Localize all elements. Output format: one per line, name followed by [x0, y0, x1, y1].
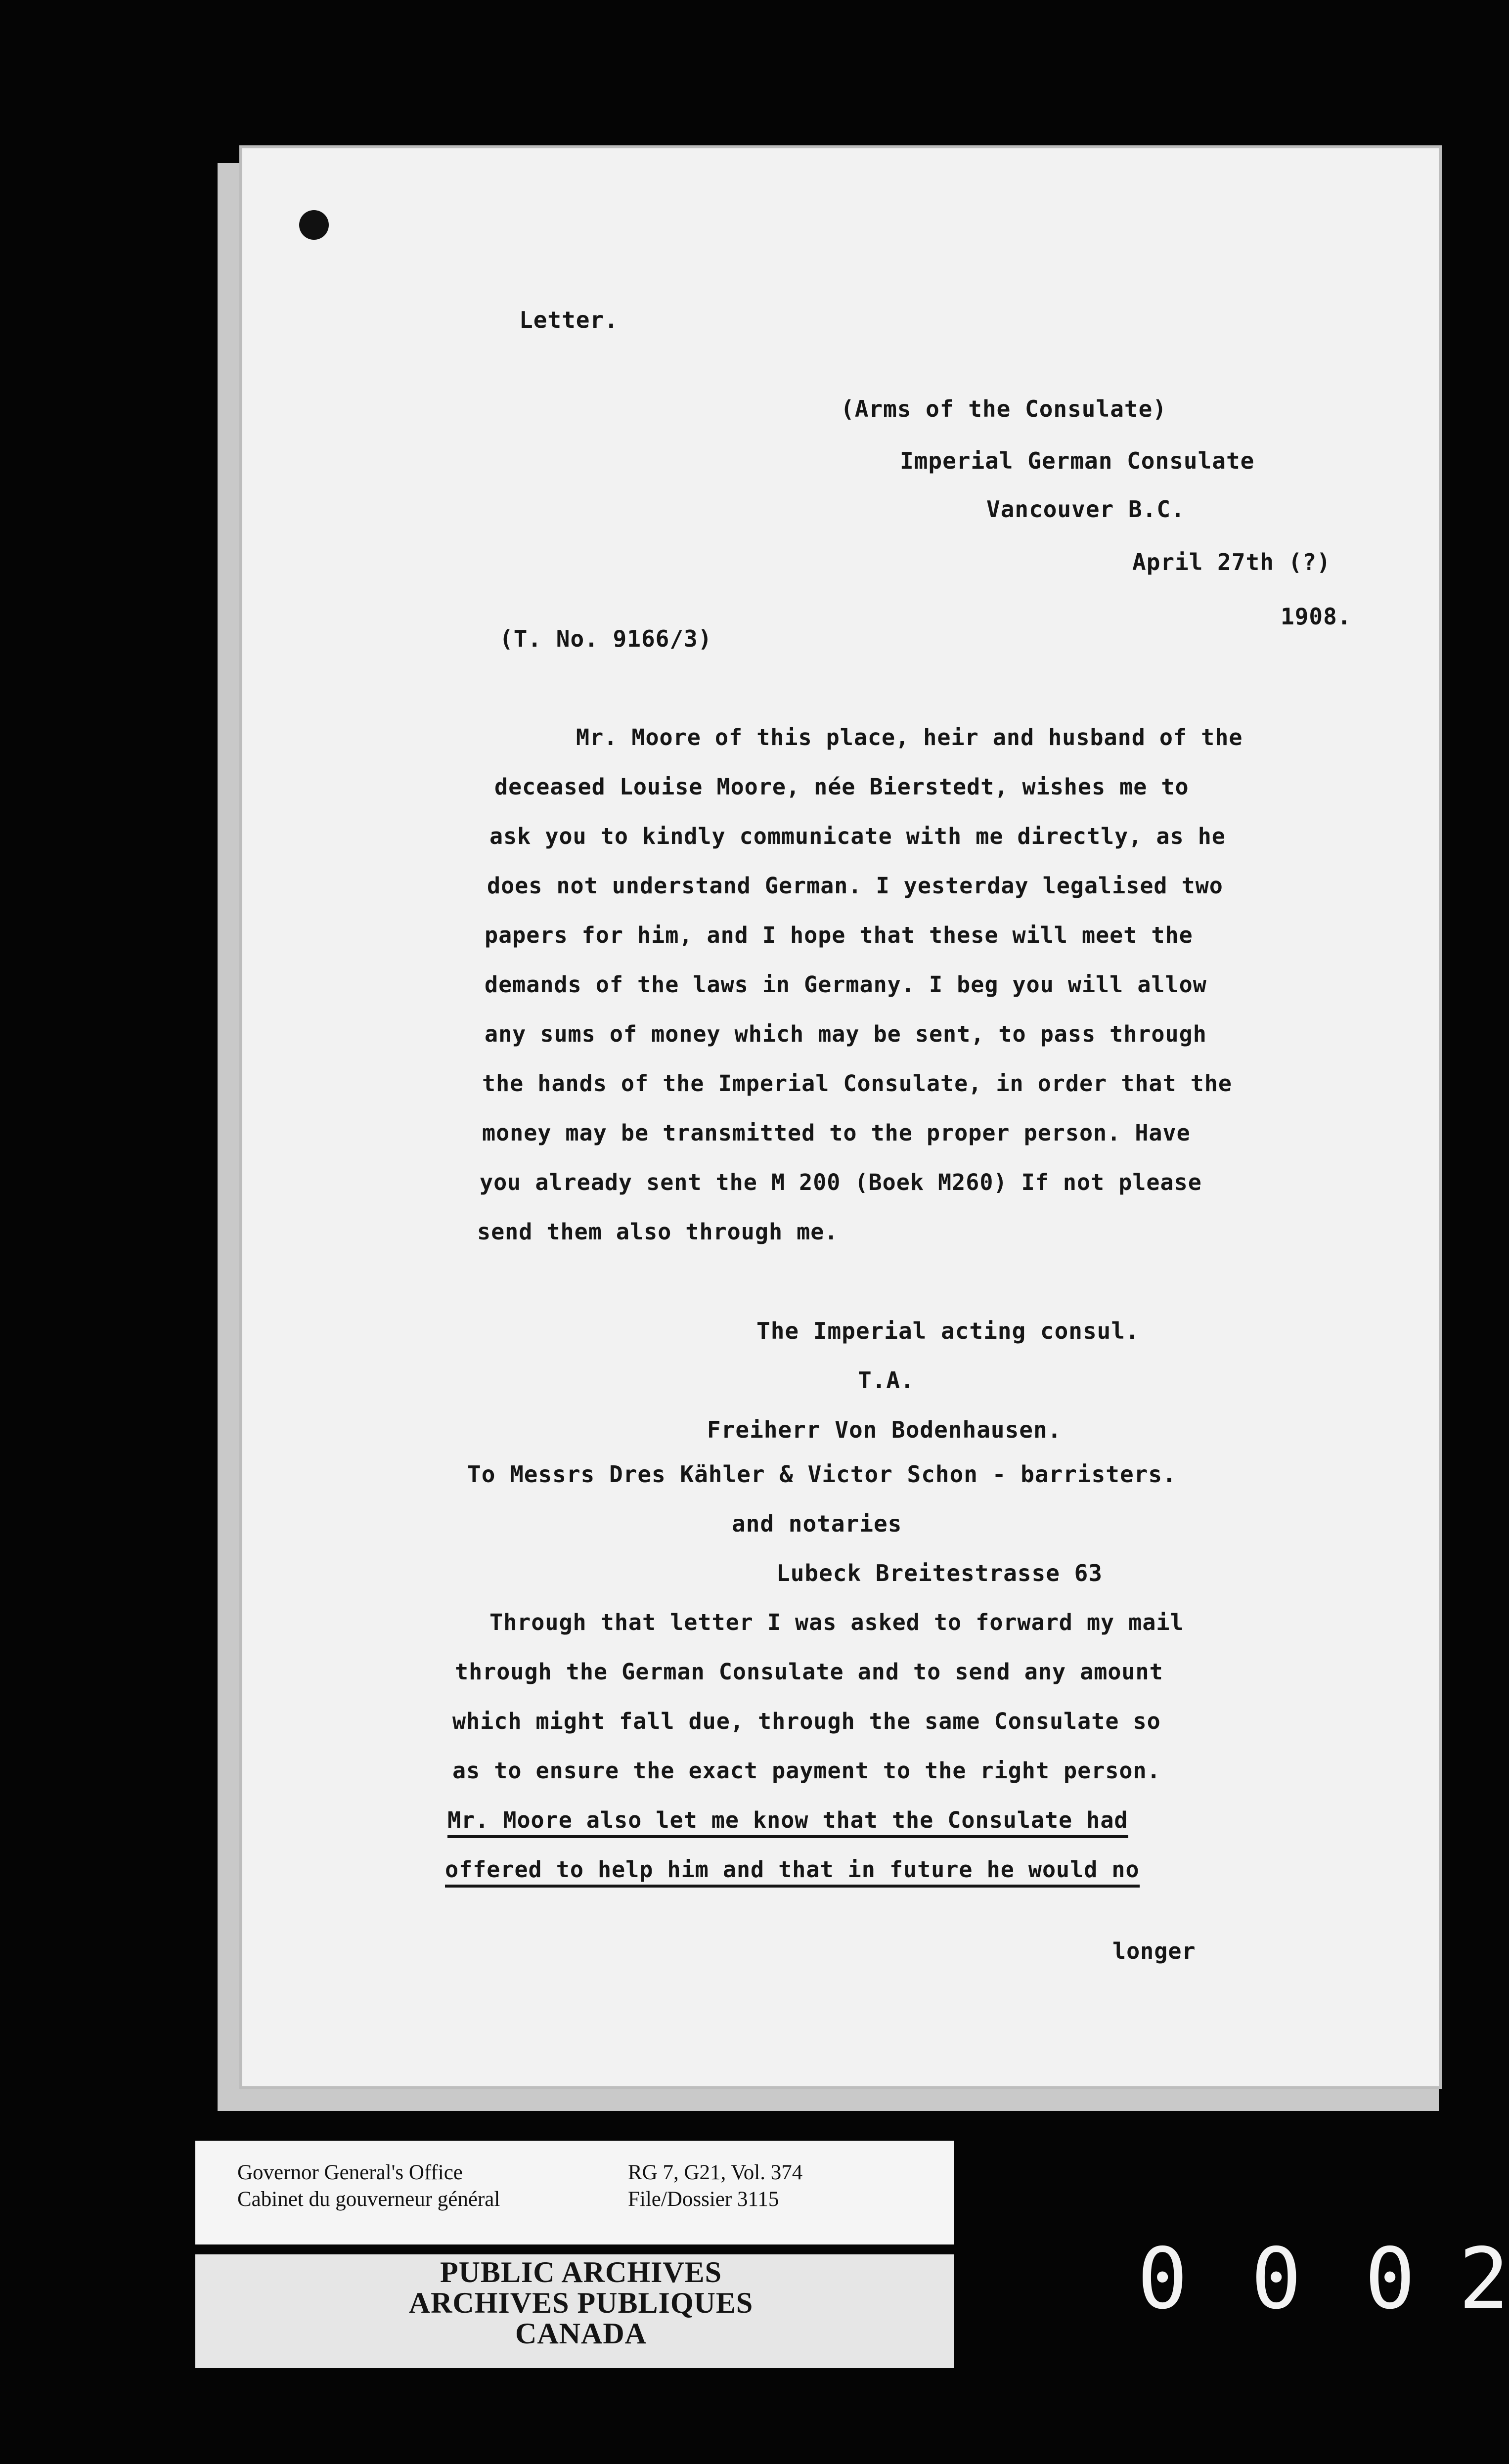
body-line: you already sent the M 200 (Boek M260) If not please	[480, 1169, 1202, 1195]
narrative-line: which might fall due, through the same Consulate so	[452, 1708, 1161, 1734]
underlined-line: Mr. Moore also let me know that the Consulate had	[447, 1807, 1128, 1838]
narrative-line: as to ensure the exact payment to the right person.	[452, 1758, 1161, 1784]
signatory-title: The Imperial acting consul.	[756, 1318, 1140, 1344]
body-line: does not understand German. I yesterday legalised two	[487, 873, 1223, 899]
arms-note: (Arms of the Consulate)	[841, 396, 1167, 422]
frame-digit: 0	[1365, 2230, 1416, 2328]
frame-digit: 0	[1137, 2230, 1188, 2328]
body-line: ask you to kindly communicate with me directly, as he	[489, 823, 1226, 849]
signatory-name: Freiherr Von Bodenhausen.	[707, 1416, 1062, 1443]
stamp-line: PUBLIC ARCHIVES	[440, 2256, 722, 2288]
letter-heading: Letter.	[519, 307, 619, 333]
office-french: Cabinet du gouverneur général	[237, 2188, 500, 2211]
office-english: Governor General's Office	[237, 2161, 463, 2184]
letter-date: April 27th (?)	[1132, 549, 1331, 575]
reference-number: (T. No. 9166/3)	[499, 625, 712, 652]
underlined-line: offered to help him and that in future he would no	[445, 1856, 1140, 1888]
punch-hole	[299, 210, 329, 240]
body-line: any sums of money which may be sent, to pass through	[485, 1021, 1207, 1047]
archive-office	[237, 2159, 500, 2213]
frame-digit: 0	[1251, 2230, 1302, 2328]
signatory-initials: T.A.	[858, 1367, 915, 1394]
body-line: Mr. Moore of this place, heir and husband of the	[576, 724, 1243, 750]
file-number: File/Dossier 3115	[628, 2188, 779, 2211]
letter-year: 1908.	[1281, 603, 1352, 630]
stamp-line: ARCHIVES PUBLIQUES	[408, 2287, 754, 2319]
narrative-line: Through that letter I was asked to forward my mail	[489, 1609, 1184, 1635]
record-group: RG 7, G21, Vol. 374	[628, 2161, 803, 2184]
catchword: longer	[1112, 1938, 1196, 1964]
addressee-street: Lubeck Breitestrasse 63	[776, 1560, 1103, 1586]
public-archives-stamp	[277, 2257, 885, 2349]
stamp-line: CANADA	[515, 2317, 647, 2350]
archive-reference	[628, 2159, 802, 2213]
body-line: demands of the laws in Germany. I beg you will allow	[485, 971, 1207, 998]
body-line: money may be transmitted to the proper person. Have	[482, 1120, 1191, 1146]
frame-digit: 2	[1459, 2230, 1509, 2328]
narrative-line: through the German Consulate and to send any amount	[455, 1659, 1163, 1685]
addressee-line: To Messrs Dres Kähler & Victor Schon - barristers.	[467, 1461, 1177, 1488]
body-line: deceased Louise Moore, née Bierstedt, wishes me to	[494, 774, 1189, 800]
body-line: the hands of the Imperial Consulate, in order that the	[482, 1070, 1232, 1097]
addressee-line: and notaries	[732, 1510, 902, 1537]
letter-page	[242, 148, 1439, 2086]
consulate-name: Imperial German Consulate	[900, 447, 1255, 474]
consulate-city: Vancouver B.C.	[986, 496, 1185, 523]
body-line: papers for him, and I hope that these will meet the	[485, 922, 1193, 948]
body-line: send them also through me.	[477, 1219, 839, 1245]
